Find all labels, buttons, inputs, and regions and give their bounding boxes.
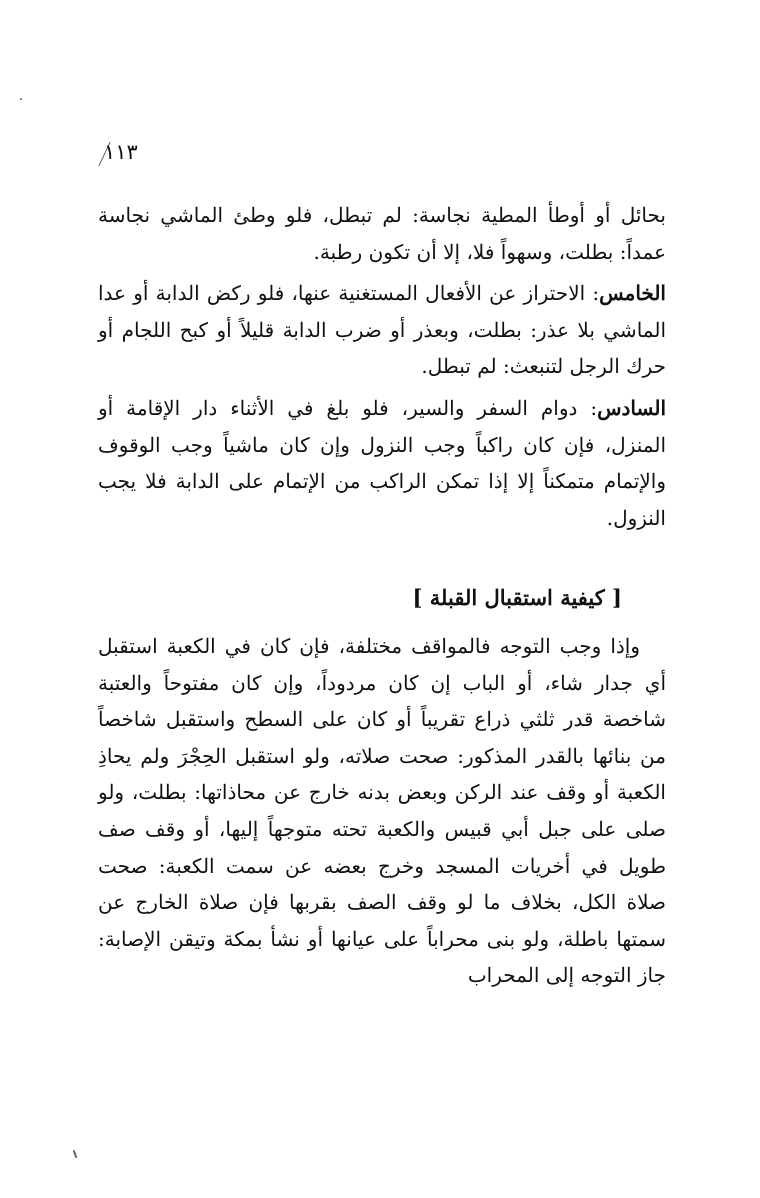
paragraph-2	[98, 275, 666, 385]
paragraph-4-text: وإذا وجب التوجه فالمواقف مختلفة، فإن كان في الكعبة استقبل أي جدار شاء، أو الباب إن كان مردوداً، وإن كان مفتوحاً والعتبة شاخصة قدر ثلثي ذراع تقريباً أو كان على السطح واستقبل شاخصاً من بنائها بالقدر المذكور: صحت صلاته، ولو استقبل الحِجْرَ ولم يحاذِ الكعبة أو وقف عند الركن وبعض بدنه خارج عن محاذاتها: بطلت، ولو صلى على جبل أبي قبيس والكعبة تحته متوجهاً إليها، أو وقف صف طويل في أخريات المسجد وخرج بعضه عن سمت الكعبة: صحت صلاة الكل، بخلاف ما لو وقف الصف بقربها فإن صلاة الخارج عن سمتها باطلة، ولو بنى محراباً على عيانها أو نشأ بمكة وتيقن الإصابة: جاز التوجه إلى المحراب	[98, 634, 666, 988]
paragraph-2-term: الخامس	[599, 281, 666, 305]
scan-speck	[20, 98, 22, 100]
page-number: ١١٣	[104, 140, 138, 164]
paragraph-1-text: بحائل أو أوطأ المطية نجاسة: لم تبطل، فلو وطئ الماشي نجاسة عمداً: بطلت، وسهواً فلا، إلا أن تكون رطبة.	[98, 203, 666, 264]
paragraph-3-text: : دوام السفر والسير، فلو بلغ في الأثناء دار الإقامة أو المنزل، فإن كان راكباً وجب النزول وإن كان ماشياً وجب الوقوف والإتمام متمكناً إلا إذا تمكن الراكب من الإتمام على الدابة فلا يجب النزول.	[98, 396, 666, 530]
margin-mark	[73, 1150, 78, 1158]
paragraph-3	[98, 390, 666, 536]
paragraph-3-term: السادس	[597, 396, 666, 420]
paragraph-2-text: : الاحتراز عن الأفعال المستغنية عنها، فلو ركض الدابة أو عدا الماشي بلا عذر: بطلت، وبعذر أو ضرب الدابة قليلاً أو كبح اللجام أو حرك الرجل لتنبعث: لم تبطل.	[98, 281, 666, 379]
paragraph-3-body	[98, 390, 666, 536]
paragraph-4	[98, 628, 666, 994]
paragraph-1	[98, 197, 666, 270]
paragraph-2-body	[98, 275, 666, 385]
section-heading: [ كيفية استقبال القبلة ]	[412, 585, 622, 610]
